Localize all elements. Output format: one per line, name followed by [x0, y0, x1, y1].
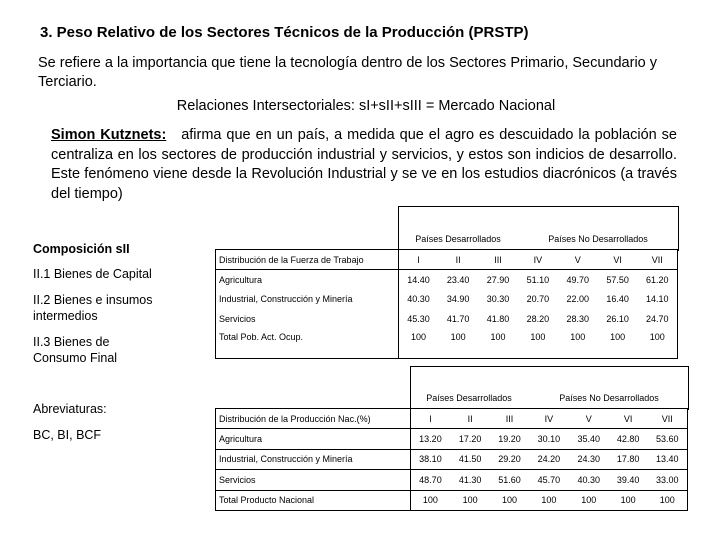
cell: 41.50 — [450, 449, 490, 470]
cell: 100 — [648, 490, 688, 511]
row-label: Industrial, Construcción y Minería — [216, 290, 399, 310]
cell: 24.70 — [638, 309, 678, 329]
cell: 100 — [598, 329, 638, 359]
col-header: II — [450, 409, 490, 429]
row-label: Servicios — [216, 309, 399, 329]
relations-formula: Relaciones Intersectoriales: sI+sII+sIII = Mercado Nacional — [176, 98, 556, 114]
row-label: Industrial, Construcción y Minería — [216, 449, 411, 470]
composition-heading: Composición sII — [33, 242, 130, 256]
table-header-row — [216, 250, 678, 270]
cell: 17.20 — [450, 429, 490, 450]
col-header: VII — [638, 250, 678, 270]
col-header: VI — [609, 409, 648, 429]
cell: 34.90 — [446, 294, 470, 305]
cell: 100 — [410, 490, 450, 511]
table-row — [216, 329, 678, 359]
col-header: III — [478, 250, 518, 270]
cell: 27.90 — [486, 274, 510, 285]
cell: 35.40 — [569, 429, 609, 450]
row-label: Total Producto Nacional — [216, 490, 411, 511]
cell: 100 — [569, 490, 609, 511]
cell: 13.40 — [648, 449, 688, 470]
cell: 42.80 — [609, 429, 648, 450]
composition-item-3: II.3 Bienes de Consumo Final — [33, 335, 118, 365]
page-title: 3. Peso Relativo de los Sectores Técnicos de la Producción (PRSTP) — [40, 24, 529, 41]
col-header: V — [558, 250, 598, 270]
table2-group-box — [410, 366, 689, 410]
author-name: Simon Kutznets: — [51, 127, 167, 143]
cell: 30.30 — [486, 294, 510, 305]
table1-group-box — [398, 206, 679, 251]
table-row — [216, 429, 688, 450]
cell: 100 — [529, 490, 569, 511]
cell: 40.30 — [398, 290, 438, 310]
col-header: I — [398, 250, 438, 270]
table2-group-developed: Países Desarrollados — [426, 393, 512, 403]
cell: 22.00 — [566, 294, 589, 305]
table-row — [216, 290, 678, 310]
cell: 23.40 — [446, 274, 470, 285]
cell: 41.30 — [450, 470, 490, 491]
col-header: IV — [518, 250, 558, 270]
cell: 39.40 — [609, 470, 648, 491]
row-label: Total Pob. Act. Ocup. — [216, 329, 399, 359]
cell: 51.60 — [490, 470, 529, 491]
cell: 51.10 — [526, 274, 550, 285]
cell: 100 — [558, 329, 598, 359]
col-header: II — [438, 250, 478, 270]
cell: 100 — [638, 329, 678, 359]
cell: 26.10 — [606, 313, 629, 324]
cell: 61.20 — [638, 270, 678, 290]
cell: 29.20 — [490, 449, 529, 470]
cell: 53.60 — [648, 429, 688, 450]
table-row — [216, 490, 688, 511]
cell: 100 — [478, 329, 518, 359]
table-row — [216, 470, 688, 491]
row-label: Agricultura — [216, 429, 411, 450]
abbreviations-values: BC, BI, BCF — [33, 428, 102, 442]
table1-header-label: Distribución de la Fuerza de Trabajo — [216, 250, 399, 270]
cell: 24.20 — [529, 449, 569, 470]
composition-item-1: II.1 Bienes de Capital — [33, 267, 152, 281]
intro-text: Se refiere a la importancia que tiene la tecnología dentro de los Sectores Primario, Secundario y Terciario. — [38, 55, 658, 90]
cell: 28.30 — [566, 313, 589, 324]
cell: 100 — [518, 329, 558, 359]
cell: 19.20 — [490, 429, 529, 450]
table-header-row — [216, 409, 688, 429]
table1-group-undeveloped: Países No Desarrollados — [548, 234, 648, 244]
labor-distribution-table — [215, 249, 678, 359]
cell: 48.70 — [410, 470, 450, 491]
cell: 24.30 — [569, 449, 609, 470]
abbreviations-label: Abreviaturas: — [33, 402, 107, 416]
cell: 41.70 — [446, 313, 470, 324]
cell: 33.00 — [648, 470, 688, 491]
cell: 45.30 — [398, 309, 438, 329]
cell: 100 — [398, 329, 438, 359]
cell: 57.50 — [606, 274, 629, 285]
kuznets-paragraph — [51, 126, 677, 204]
cell: 41.80 — [486, 313, 510, 324]
cell: 14.10 — [638, 290, 678, 310]
cell: 100 — [490, 490, 529, 511]
col-header: VII — [648, 409, 688, 429]
cell: 100 — [450, 490, 490, 511]
table-row — [216, 309, 678, 329]
col-header: I — [410, 409, 450, 429]
cell: 30.10 — [529, 429, 569, 450]
col-header: IV — [529, 409, 569, 429]
cell: 40.30 — [569, 470, 609, 491]
cell: 17.80 — [609, 449, 648, 470]
table2-group-undeveloped: Países No Desarrollados — [559, 393, 659, 403]
table1-group-developed: Países Desarrollados — [415, 234, 501, 244]
col-header: III — [490, 409, 529, 429]
cell: 13.20 — [410, 429, 450, 450]
cell: 16.40 — [606, 294, 629, 305]
col-header: VI — [598, 250, 638, 270]
cell: 38.10 — [410, 449, 450, 470]
table-row — [216, 270, 678, 290]
cell: 45.70 — [529, 470, 569, 491]
cell: 49.70 — [566, 274, 589, 285]
cell: 14.40 — [398, 270, 438, 290]
production-distribution-table — [215, 408, 688, 511]
col-header: V — [569, 409, 609, 429]
table2-header-label: Distribución de la Producción Nac.(%) — [216, 409, 411, 429]
cell: 20.70 — [526, 294, 550, 305]
row-label: Servicios — [216, 470, 411, 491]
cell: 100 — [609, 490, 648, 511]
paragraph-text: afirma que en un país, a medida que el agro es descuidado la población se centraliza en los sectores de producción industrial y servicios, y estos son indicios de desarrollo. Este fenómeno viene desde la Revolución Industrial y se ve en los estudios diacrónicos (a través del tiempo) — [51, 127, 677, 202]
row-label: Agricultura — [216, 270, 399, 290]
table-row — [216, 449, 688, 470]
cell: 100 — [438, 329, 478, 359]
composition-item-2: II.2 Bienes e insumos intermedios — [33, 293, 153, 323]
cell: 28.20 — [526, 313, 550, 324]
